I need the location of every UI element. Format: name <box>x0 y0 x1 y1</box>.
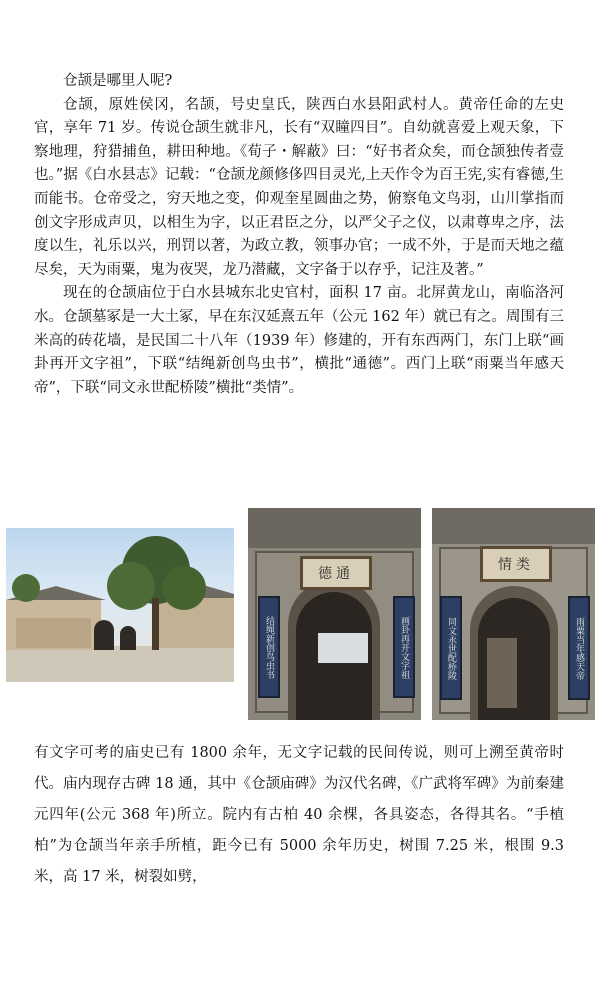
west-gate-left-couplet: 同文永世配桥陵 <box>440 596 462 700</box>
temple-exterior-photo <box>6 528 234 682</box>
east-gate-plaque: 德通 <box>300 556 372 590</box>
article-body <box>34 70 564 400</box>
west-gate-right-couplet: 雨粟当年感天帝 <box>568 596 590 700</box>
article-continuation <box>34 738 564 893</box>
continuation-paragraph: 有文字可考的庙史已有 1800 余年，无文字记载的民间传说，则可上溯至黄帝时代。庙内现存古碑 18 通，其中《仓颉庙碑》为汉代名碑，《广武将军碑》为前秦建元四年(公元 368 年)所立。院内有古柏 40 余棵，各具姿态，各得其名。“手植柏”为仓颉当年亲手所植，距今已有 5000 余年历史，树围 7.25 米，根围 9.3 米，高 17 米，树裂如劈， <box>34 745 564 885</box>
article-heading: 仓颉是哪里人呢? <box>63 73 173 89</box>
paragraph-2: 现在的仓颉庙位于白水县城东北史官村，面积 17 亩。北屏黄龙山，南临洛河水。仓颉墓冢是一大土冢，早在东汉延熹五年（公元 162 年）就已有之。周围有三米高的砖花墙，是民国二十八年（1939 年）修建的，开有东西两门，东门上联“画卦再开文字祖”，下联“结绳新创鸟虫书”，横批“通德”。西门上联“雨粟当年感天帝”，下联“同文永世配桥陵”横批“类情”。 <box>34 285 564 396</box>
east-gate-photo <box>248 508 421 720</box>
west-gate-plaque: 情类 <box>480 546 552 582</box>
temple-exterior-illustration <box>6 528 234 682</box>
paragraph-1: 仓颉，原姓侯冈，名颉，号史皇氏，陕西白水县阳武村人。黄帝任命的左史官，享年 71 岁。传说仓颉生就非凡，长有“双瞳四目”。自幼就喜爱上观天象，下察地理，狩猎捕鱼，耕田种地。《荀子・解蔽》曰：“好书者众矣，而仓颉独传者壹也。”据《白水县志》记载：“仓颉龙颜修侈四目灵光,上天作令为百王宪,实有睿德,生而能书。仓帝受之，穷天地之变，仰观奎星圆曲之势，俯察龟文鸟羽，山川掌指而创文字形成声贝，以相生为字，以正君臣之分，以严父子之仪，以肃尊卑之序，法度以生，礼乐以兴，刑罚以著，为政立教，领事办官；一成不外，于是而天地之蕴尽矣，天为雨粟，鬼为夜哭，龙乃潜藏，文字备于以存乎，记注及著。” <box>34 96 564 278</box>
photo-row <box>0 505 600 720</box>
west-gate-photo <box>432 508 595 720</box>
east-gate-right-couplet: 画卦再开文字祖 <box>393 596 415 698</box>
east-gate-left-couplet: 结绳新创鸟虫书 <box>258 596 280 698</box>
